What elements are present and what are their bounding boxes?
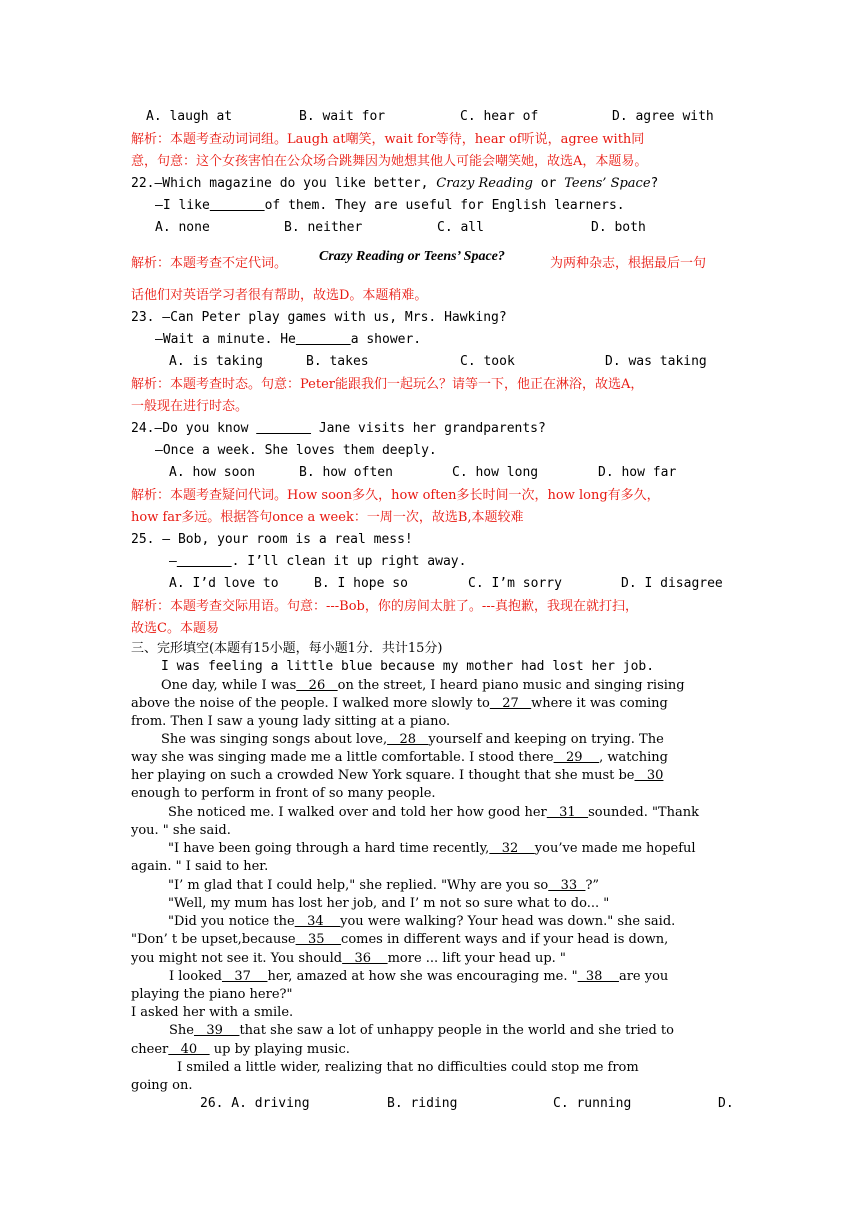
blank-32: 32 bbox=[489, 841, 535, 856]
passage-line-04: from. Then I saw a young lady sitting at a piano. bbox=[131, 714, 451, 729]
passage-line-17: you might not see it. You should 36 more ... lift your head up. " bbox=[131, 951, 566, 966]
q22-analysis-image-text: Crazy Reading or Teens’ Space? bbox=[319, 249, 505, 264]
q24-option-a: A. how soon bbox=[169, 465, 256, 480]
blank-38: 38 bbox=[577, 969, 619, 984]
q25-answer: — . I’ll clean it up right away. bbox=[169, 554, 467, 569]
q21-option-a: A. laugh at bbox=[146, 109, 233, 124]
blank-31: 31 bbox=[546, 805, 589, 820]
q26-option-d: D. bbox=[718, 1096, 734, 1111]
q25-analysis-line2: 故选C。本题易 bbox=[131, 621, 219, 636]
q24-option-c: C. how long bbox=[452, 465, 539, 480]
passage-line-24: going on. bbox=[131, 1078, 193, 1093]
q23-analysis-line1: 解析：本题考查时态。句意：Peter能跟我们一起玩么？请等一下，他正在淋浴，故选A， bbox=[131, 377, 644, 392]
passage-line-13: "I’ m glad that I could help," she replied. "Why are you so 33 ?” bbox=[168, 878, 600, 893]
passage-line-23: I smiled a little wider, realizing that no difficulties could stop me from bbox=[177, 1060, 639, 1075]
q21-option-b: B. wait for bbox=[299, 109, 386, 124]
blank-37: 37 bbox=[221, 969, 268, 984]
passage-line-18: I looked 37 her, amazed at how she was encouraging me. " 38 are you bbox=[169, 969, 669, 984]
blank-40: 40 bbox=[168, 1042, 210, 1057]
passage-line-16: "Don’ t be upset,because 35 comes in different ways and if your head is down, bbox=[131, 932, 669, 947]
passage-line-08: enough to perform in front of so many people. bbox=[131, 786, 436, 801]
q24-analysis-line1: 解析：本题考查疑问代词。How soon多久，how often多长时间一次，how long有多久， bbox=[131, 488, 660, 503]
q22-option-b: B. neither bbox=[284, 220, 363, 235]
q24-analysis-line2: how far多远。根据答句once a week：一周一次，故选B,本题较难 bbox=[131, 510, 524, 525]
blank-29: 29 bbox=[553, 750, 600, 765]
q23-option-b: B. takes bbox=[306, 354, 369, 369]
q25-question: 25. — Bob, your room is a real mess! bbox=[131, 532, 413, 547]
blank-33: 33 bbox=[548, 878, 586, 893]
blank-27: 27 bbox=[489, 696, 532, 711]
q22-analysis-line2: 话他们对英语学习者很有帮助，故选D。本题稍难。 bbox=[131, 288, 428, 303]
q22-question: 22.—Which magazine do you like better, Crazy Reading or Teens’ Space? bbox=[131, 176, 659, 191]
passage-line-22: cheer 40 up by playing music. bbox=[131, 1042, 350, 1057]
q26-option-c: C. running bbox=[553, 1096, 632, 1111]
blank-28: 28 bbox=[387, 732, 429, 747]
q22-analysis-line1-suffix: 为两种杂志，根据最后一句 bbox=[550, 256, 707, 271]
q21-analysis-line1: 解析：本题考查动词词组。Laugh at嘲笑，wait for等待，hear of听说，agree with同 bbox=[131, 132, 645, 147]
passage-line-10: you. " she said. bbox=[131, 823, 231, 838]
q26-option-b: B. riding bbox=[387, 1096, 458, 1111]
q23-question: 23. —Can Peter play games with us, Mrs. Hawking? bbox=[131, 310, 507, 325]
q21-option-d: D. agree with bbox=[612, 109, 714, 124]
passage-line-15: "Did you notice the 34 you were walking? Your head was down." she said. bbox=[168, 914, 676, 929]
passage-line-05: She was singing songs about love, 28 yourself and keeping on trying. The bbox=[161, 732, 664, 747]
blank-35: 35 bbox=[295, 932, 342, 947]
q22-option-c: C. all bbox=[437, 220, 484, 235]
q21-analysis-line2: 意，句意：这个女孩害怕在公众场合跳舞因为她想其他人可能会嘲笑她，故选A，本题易。 bbox=[131, 154, 648, 169]
q22-answer: —I like of them. They are useful for English learners. bbox=[155, 198, 625, 213]
q25-option-c: C. I’m sorry bbox=[468, 576, 562, 591]
passage-line-12: again. " I said to her. bbox=[131, 859, 269, 874]
q23-answer: —Wait a minute. He a shower. bbox=[155, 332, 422, 347]
passage-line-11: "I have been going through a hard time recently, 32 you’ve made me hopeful bbox=[168, 841, 696, 856]
passage-line-02: One day, while I was 26 on the street, I heard piano music and singing rising bbox=[161, 678, 685, 693]
q22-blank bbox=[210, 198, 265, 213]
passage-line-14: "Well, my mum has lost her job, and I’ m not so sure what to do... " bbox=[168, 896, 610, 911]
q25-blank bbox=[177, 554, 232, 569]
passage-line-01: I was feeling a little blue because my mother had lost her job. bbox=[161, 659, 655, 674]
q23-blank bbox=[296, 332, 351, 347]
q23-analysis-line2: 一般现在进行时态。 bbox=[131, 399, 249, 414]
blank-39: 39 bbox=[193, 1023, 240, 1038]
q25-analysis-line1: 解析：本题考查交际用语。句意：---Bob，你的房间太脏了。---真抱歉，我现在就打扫， bbox=[131, 599, 639, 614]
passage-line-20: I asked her with a smile. bbox=[131, 1005, 294, 1020]
q24-question: 24.—Do you know Jane visits her grandparents? bbox=[131, 421, 546, 436]
q23-option-a: A. is taking bbox=[169, 354, 263, 369]
q25-option-a: A. I’d love to bbox=[169, 576, 279, 591]
q22-analysis-line1-prefix: 解析：本题考查不定代词。 bbox=[131, 256, 288, 271]
q24-option-b: B. how often bbox=[299, 465, 393, 480]
q22-option-d: D. both bbox=[591, 220, 646, 235]
passage-line-06: way she was singing made me a little comfortable. I stood there 29 , watching bbox=[131, 750, 668, 765]
q23-option-c: C. took bbox=[460, 354, 515, 369]
q26-option-a: 26. A. driving bbox=[200, 1096, 310, 1111]
passage-line-09: She noticed me. I walked over and told her how good her 31 sounded. "Thank bbox=[168, 805, 699, 820]
blank-36: 36 bbox=[342, 951, 388, 966]
q21-option-c: C. hear of bbox=[460, 109, 539, 124]
q22-option-a: A. none bbox=[155, 220, 210, 235]
section3-heading: 三、完形填空(本题有15小题，每小题1分．共计15分) bbox=[131, 641, 443, 656]
blank-26: 26 bbox=[296, 678, 338, 693]
q24-option-d: D. how far bbox=[598, 465, 677, 480]
passage-line-03: above the noise of the people. I walked more slowly to 27 where it was coming bbox=[131, 696, 668, 711]
q24-answer: —Once a week. She loves them deeply. bbox=[155, 443, 437, 458]
q24-blank bbox=[256, 421, 311, 436]
blank-30: 30 bbox=[634, 768, 664, 783]
blank-34: 34 bbox=[294, 914, 341, 929]
q25-option-b: B. I hope so bbox=[314, 576, 408, 591]
q23-option-d: D. was taking bbox=[605, 354, 707, 369]
passage-line-07: her playing on such a crowded New York square. I thought that she must be 30 bbox=[131, 768, 664, 783]
passage-line-19: playing the piano here?" bbox=[131, 987, 293, 1002]
q25-option-d: D. I disagree bbox=[621, 576, 723, 591]
passage-line-21: She 39 that she saw a lot of unhappy people in the world and she tried to bbox=[169, 1023, 674, 1038]
